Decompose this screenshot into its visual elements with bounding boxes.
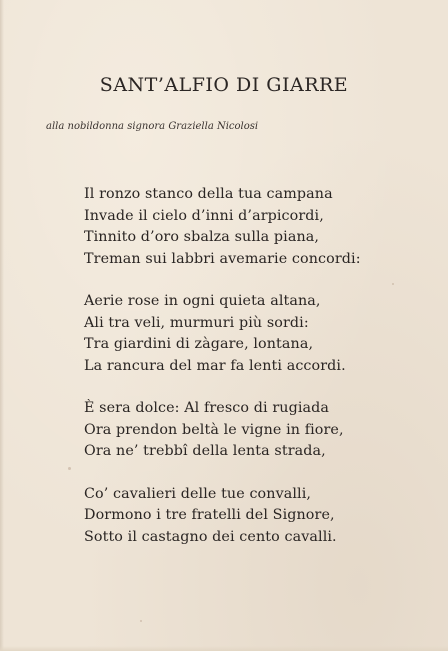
poem-body: [84, 184, 384, 569]
verse-line: Sotto il castagno dei cento cavalli.: [84, 528, 337, 545]
verse-line: Co’ cavalieri delle tue convalli,: [84, 485, 312, 502]
verse-line: Tinnito d’oro sbalza sulla piana,: [84, 229, 320, 245]
paper-speck: [392, 283, 394, 285]
paper-speck: [68, 467, 71, 470]
poem-dedication: alla nobildonna signora Graziella Nicolosi: [46, 121, 259, 132]
verse-line: Ora ne’ trebbî della lenta strada,: [84, 443, 326, 459]
stanza: [84, 484, 384, 549]
verse-line: Aerie rose in ogni quieta altana,: [84, 293, 321, 309]
stanza: [84, 184, 384, 270]
verse-line: Dormono i tre fratelli del Signore,: [84, 507, 335, 523]
page-bottom-edge: [0, 646, 448, 651]
page-edge-shadow: [0, 0, 4, 651]
verse-line: La rancura del mar fa lenti accordi.: [84, 357, 346, 374]
stanza: [84, 291, 384, 377]
verse-line: Invade il cielo d’inni d’arpicordi,: [84, 207, 324, 224]
paper-speck: [140, 620, 142, 622]
poem-title: SANT’ALFIO DI GIARRE: [99, 74, 349, 96]
verse-line: Ora prendon beltà le vigne in fiore,: [84, 421, 344, 438]
verse-line: È sera dolce: Al fresco di rugiada: [84, 400, 330, 416]
stanza: [84, 398, 384, 463]
verse-line: Il ronzo stanco della tua campana: [84, 186, 333, 202]
verse-line: Ali tra veli, murmuri più sordi:: [84, 314, 309, 331]
verse-line: Tra giardini di zàgare, lontana,: [84, 336, 314, 352]
verse-line: Treman sui labbri avemarie concordi:: [84, 250, 361, 267]
